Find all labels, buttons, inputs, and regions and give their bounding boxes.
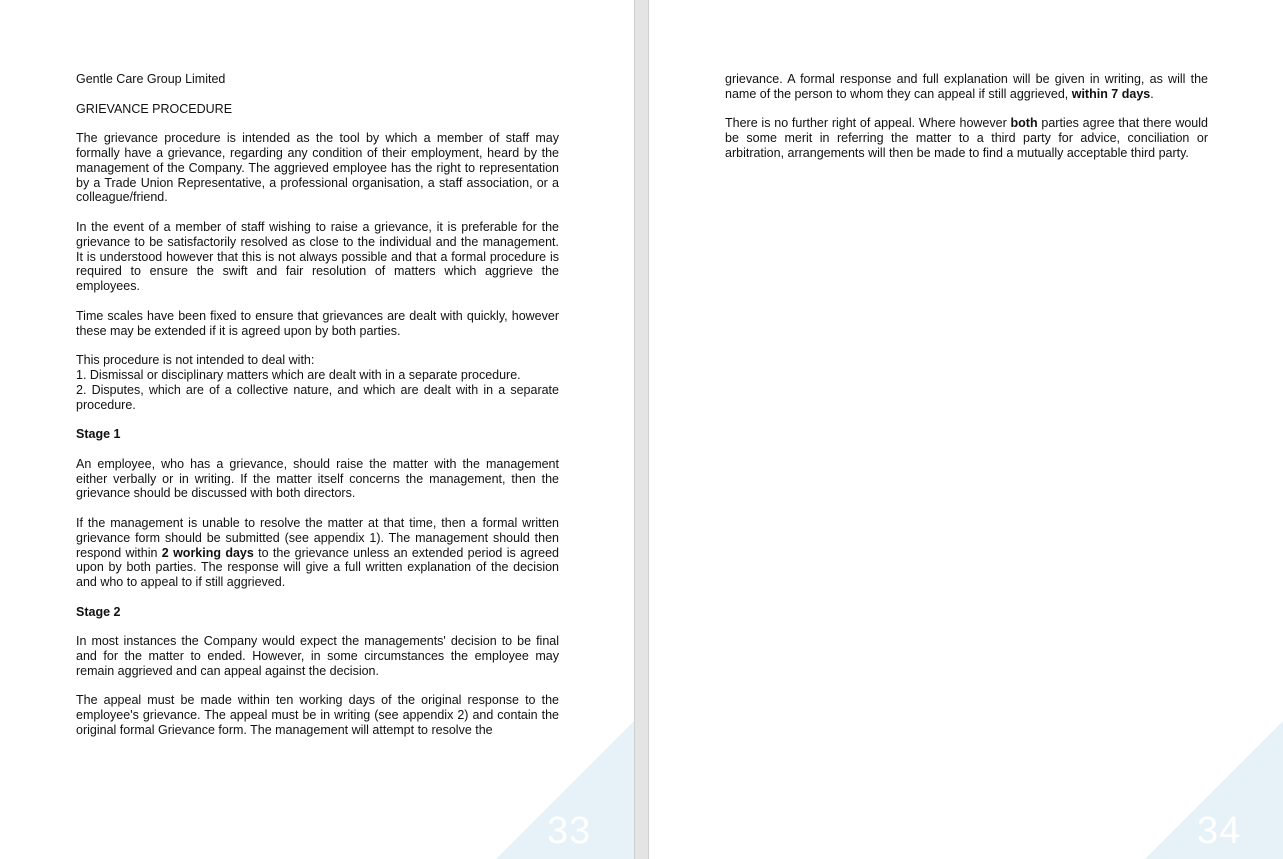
stage-1-paragraph-2 — [76, 516, 559, 590]
exclusions-intro: This procedure is not intended to deal with: — [76, 353, 315, 368]
stage-2-paragraph-2: The appeal must be made within ten working days of the original response to the employee's grievance. The appeal must be in writing (see appendix 2) and contain the original formal Grievance form. The management will attempt to resolve the — [76, 693, 559, 738]
exclusion-item-2: 2. Disputes, which are of a collective nature, and which are dealt with in a separate procedure. — [76, 382, 559, 412]
page-34-content — [725, 72, 1208, 176]
timescale-paragraph: Time scales have been fixed to ensure that grievances are dealt with quickly, however these may be extended if it is agreed upon by both parties. — [76, 308, 559, 338]
stage-1-deadline: 2 working days — [161, 545, 254, 560]
page-gutter — [634, 0, 649, 859]
stage-1-heading: Stage 1 — [76, 427, 121, 442]
document-title: GRIEVANCE PROCEDURE — [76, 101, 233, 116]
stage-1-p2-start: If the management is unable to resolve the matter at that time, then a formal written grievance form should be submitted (see appendix 1). The management should then respond within — [76, 515, 559, 560]
response-start: grievance. A formal response and full explanation will be given in writing, as will the name of the person to whom they can appeal if still aggrieved, — [725, 72, 1208, 101]
intro-paragraph: The grievance procedure is intended as the tool by which a member of staff may formally have a grievance, regarding any condition of their employment, heard by the management of the Company. The aggrieved employee has the right to representation by a Trade Union Representative, a professional organisation, a staff association, or a colleague/friend. — [76, 131, 559, 205]
final-appeal-start: There is no further right of appeal. Where however — [725, 116, 1011, 131]
response-paragraph — [725, 72, 1208, 102]
stage-1-p2-end: to the grievance unless an extended period is agreed upon by both parties. The response will give a full written explanation of the decision and who to appeal to if still aggrieved. — [76, 545, 559, 590]
preference-paragraph: In the event of a member of staff wishing to raise a grievance, it is preferable for the grievance to be satisfactorily resolved as close to the individual and the management. It is understood however that this is not always possible and that a formal procedure is required to ensure the swift and fair resolution of matters which aggrieve the employees. — [76, 219, 559, 294]
page-number: 33 — [547, 810, 592, 852]
final-appeal-paragraph — [725, 116, 1208, 160]
both-parties-emphasis: both — [1010, 116, 1038, 131]
final-appeal-end: parties agree that there would be some merit in referring the matter to a third party for advice, conciliation or arbitration, arrangements will then be made to find a mutually acceptable third party. — [725, 116, 1208, 160]
response-end: . — [1150, 86, 1154, 101]
page-33-content — [76, 72, 559, 753]
page-number: 34 — [1197, 810, 1242, 852]
stage-2-paragraph-1: In most instances the Company would expect the managements' decision to be final and for the matter to ended. However, in some circumstances the employee may remain aggrieved and can appeal against the decision. — [76, 634, 559, 678]
stage-1-paragraph-1: An employee, who has a grievance, should raise the matter with the management either verbally or in writing. If the matter itself concerns the management, then the grievance should be discussed with both directors. — [76, 456, 559, 501]
stage-2-heading: Stage 2 — [76, 604, 121, 619]
page-34 — [649, 0, 1283, 859]
exclusion-item-1: 1. Dismissal or disciplinary matters which are dealt with in a separate procedure. — [76, 367, 521, 382]
company-name: Gentle Care Group Limited — [76, 72, 226, 86]
page-33 — [0, 0, 634, 859]
exclusions-paragraph — [76, 353, 559, 412]
response-deadline: within 7 days — [1071, 86, 1151, 101]
